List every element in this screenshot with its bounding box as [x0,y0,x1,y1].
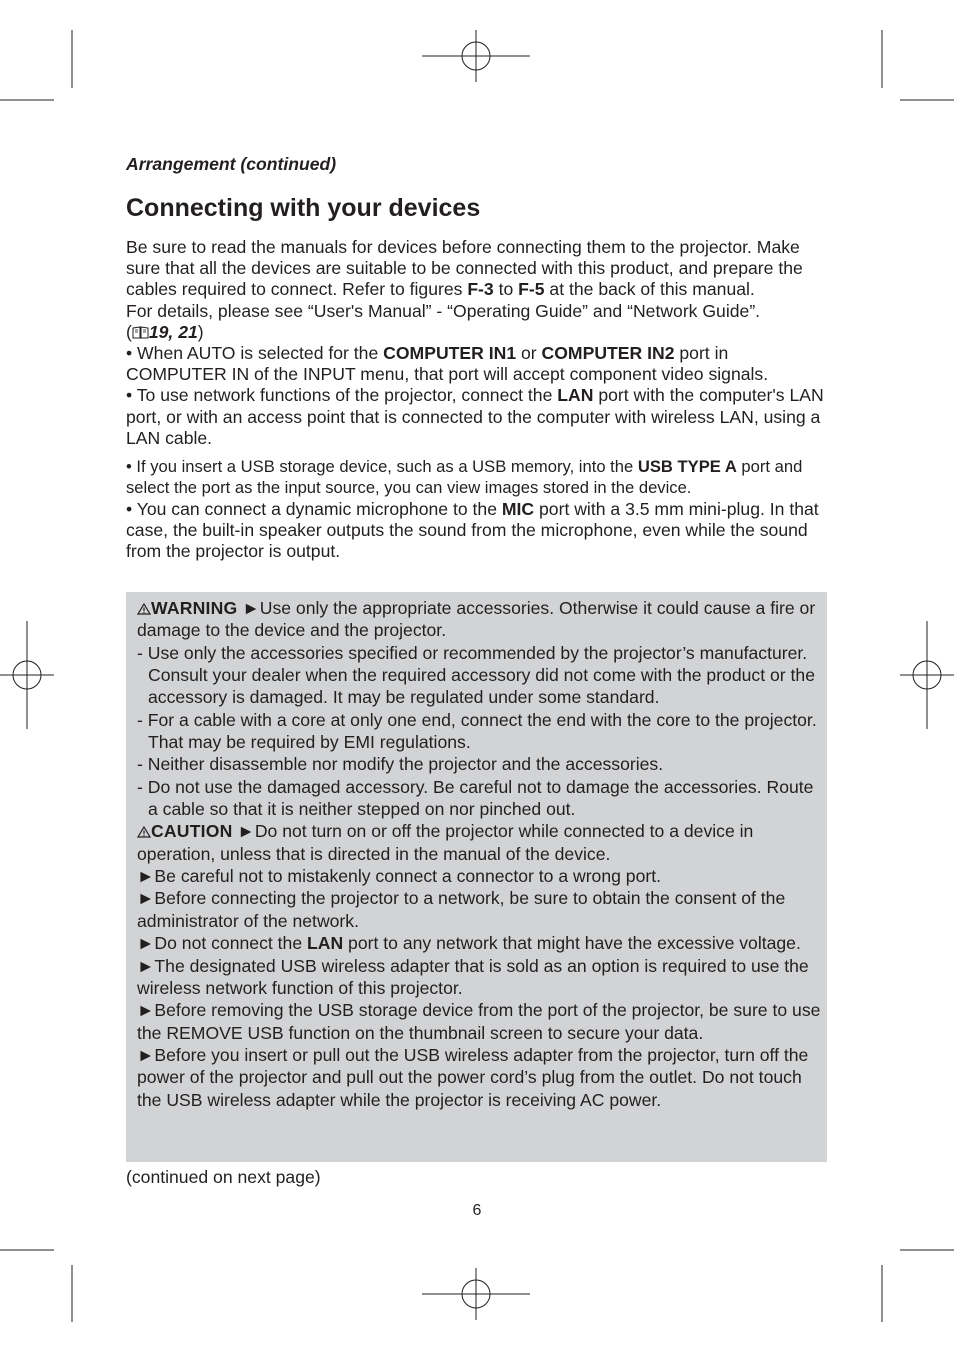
caution-triangle-icon [137,826,151,838]
warning-triangle-icon [137,603,151,615]
page-reference: 19, 21 [148,321,198,342]
warning-item: - Neither disassemble nor modify the projector and the accessories. [137,754,664,775]
caution-item: ►Before connecting the projector to a network, be sure to obtain the consent of the administrator of the network. [137,888,786,931]
warning-intro: WARNING ►Use only the appropriate accessories. Otherwise it could cause a fire or damage to the device and the projector. [137,598,816,641]
section-subtitle: Arrangement (continued) [126,154,337,174]
intro-paragraph: Be sure to read the manuals for devices before connecting them to the projector. Make sure that all the devices are suitable to be connected with this product, and prepare the cables required to connect. Refer to figures F-3 to F-5 at the back of this manual. [126,237,803,300]
caution-item: ►Before removing the USB storage device from the port of the projector, be sure to use the REMOVE USB function on the thumbnail screen to secure your data. [137,1000,821,1043]
warning-label: WARNING [151,598,238,618]
caution-item: ►Before you insert or pull out the USB wireless adapter from the projector, turn off the power of the projector and pull out the power cord’s plug from the outlet. Do not touch the USB wireless adapter while the projector is receiving AC power. [137,1044,809,1110]
details-paragraph: For details, please see “User's Manual” - “Operating Guide” and “Network Guide”. ( 19, 21) [126,300,761,342]
bullet-lan: • To use network functions of the projector, connect the LAN port with the computer's LAN port, or with an access point that is connected to the computer with wireless LAN, using a LAN cable. [126,385,824,448]
bullet-mic: • You can connect a dynamic microphone to the MIC port with a 3.5 mm mini-plug. In that case, the built-in speaker outputs the sound from the microphone, even while the sound from the projector is output. [126,498,819,562]
book-reference-icon [132,326,149,339]
warning-item: - For a cable with a core at only one end, connect the end with the core to the projector. That may be required by EMI regulations. [137,709,817,753]
continued-note: (continued on next page) [126,1167,321,1187]
page-title: Connecting with your devices [126,194,481,222]
page-number: 6 [472,1202,482,1219]
caution-label: CAUTION [151,821,233,842]
warning-item: - Use only the accessories specified or recommended by the projector’s manufacturer. Consult your dealer when the required accessory did not come with the product or the accessory is damaged. It may be regulated under some standard. [137,642,815,708]
safety-box [126,592,827,1162]
warning-item: - Do not use the damaged accessory. Be careful not to damage the accessories. Route a cable so that it is neither stepped on nor pinched out. [137,776,814,820]
bullet-usb: • If you insert a USB storage device, such as a USB memory, into the USB TYPE A port and select the port as the input source, you can view images stored in the device. [126,457,803,498]
bullet-computer-in: • When AUTO is selected for the COMPUTER IN1 or COMPUTER IN2 port in COMPUTER IN of the INPUT menu, that port will accept component video signals. [126,343,769,385]
caution-item: ►Be careful not to mistakenly connect a connector to a wrong port. [137,866,661,887]
caution-intro: CAUTION ►Do not turn on or off the projector while connected to a device in operation, unless that is directed in the manual of the device. [137,821,754,864]
caution-item: ►The designated USB wireless adapter that is sold as an option is required to use the wireless network function of this projector. [137,955,809,998]
main-content [126,151,830,562]
caution-item: ►Do not connect the LAN port to any network that might have the excessive voltage. [137,933,801,954]
